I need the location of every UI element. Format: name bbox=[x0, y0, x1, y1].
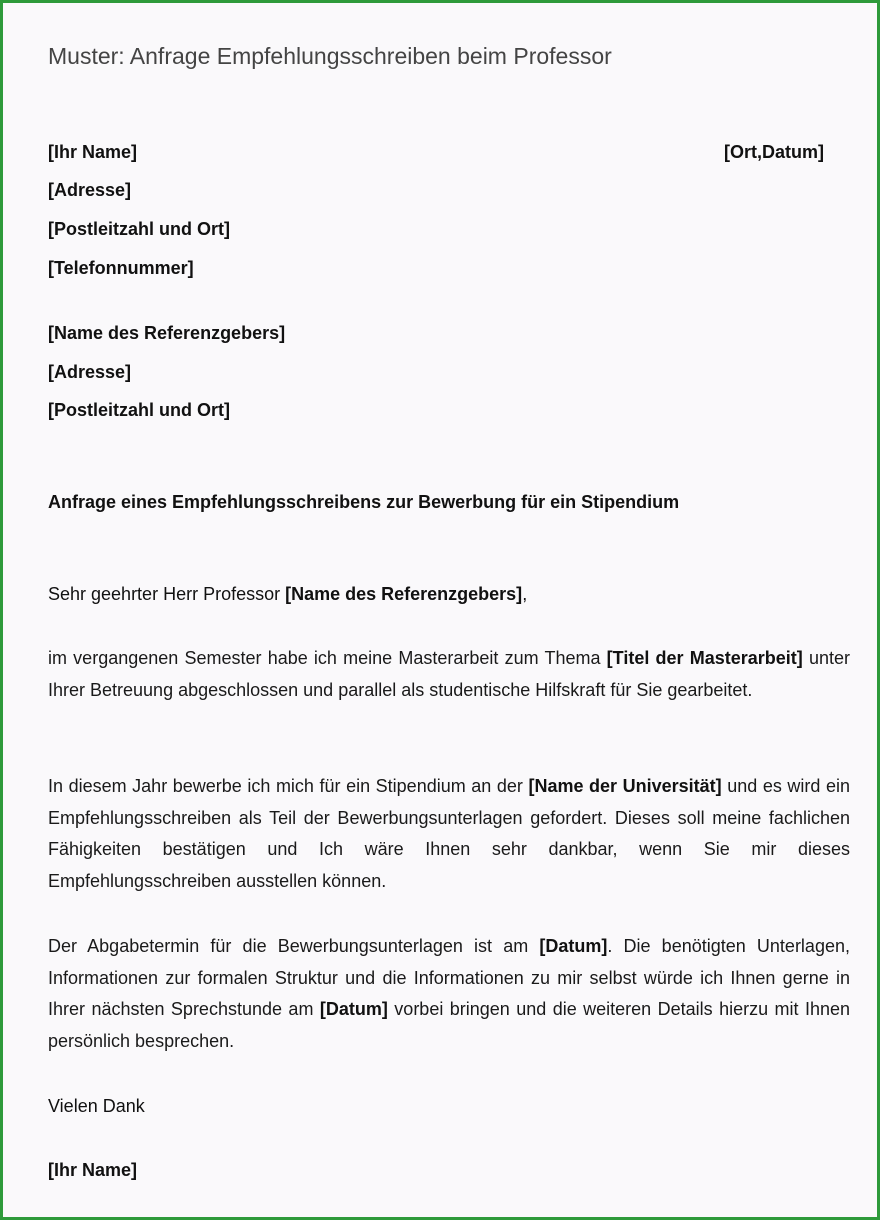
subject-line: Anfrage eines Empfehlungsschreibens zur Bewerbung für ein Stipendium bbox=[48, 492, 680, 512]
paragraph-scholarship bbox=[48, 771, 850, 897]
paragraph-text: im vergangenen Semester habe ich meine Masterarbeit zum Thema bbox=[48, 648, 607, 668]
placeholder-date: [Datum] bbox=[539, 936, 608, 956]
salutation-comma: , bbox=[522, 584, 528, 604]
recipient-postal: [Postleitzahl und Ort] bbox=[48, 400, 230, 420]
paragraph-text: und es wird ein Empfehlungsschreiben als Teil der Bewerbungsunterlagen gefordert. Dieses soll meine fachlichen Fähigkeiten bestätigen und Ich wäre Ihnen sehr dankbar, wenn Sie mir dieses Empfehlungsschreiben ausstellen können. bbox=[48, 776, 851, 891]
sender-phone: [Telefonnummer] bbox=[48, 258, 194, 278]
paragraph-deadline bbox=[48, 931, 850, 1057]
placeholder-date: [Datum] bbox=[319, 999, 388, 1019]
salutation-placeholder: [Name des Referenzgebers] bbox=[285, 584, 523, 604]
place-date: [Ort,Datum] bbox=[724, 142, 824, 162]
placeholder-university: [Name der Universität] bbox=[528, 776, 722, 796]
paragraph-text: . Die benötigten Unterlagen, Informationen zur formalen Struktur und die Informationen zu mir selbst würde ich Ihnen gerne in Ihrer nächsten Sprechstunde am bbox=[48, 936, 850, 1019]
document-title: Muster: Anfrage Empfehlungsschreiben beim Professor bbox=[48, 43, 612, 69]
sender-postal: [Postleitzahl und Ort] bbox=[48, 219, 230, 239]
paragraph-text: unter Ihrer Betreuung abgeschlossen und parallel als studentische Hilfskraft für Sie gearbeitet. bbox=[48, 648, 851, 700]
sender-address: [Adresse] bbox=[48, 180, 132, 200]
closing: Vielen Dank bbox=[48, 1096, 145, 1116]
salutation bbox=[48, 584, 527, 605]
placeholder-thesis-title: [Titel der Masterarbeit] bbox=[606, 648, 803, 668]
paragraph-text: Der Abgabetermin für die Bewerbungsunterlagen ist am bbox=[48, 936, 540, 956]
recipient-address: [Adresse] bbox=[48, 362, 132, 382]
signature: [Ihr Name] bbox=[48, 1160, 138, 1180]
sender-name: [Ihr Name] bbox=[48, 142, 138, 162]
paragraph-thesis bbox=[48, 643, 850, 706]
salutation-text: Sehr geehrter Herr Professor bbox=[48, 584, 286, 604]
paragraph-text: In diesem Jahr bewerbe ich mich für ein Stipendium an der bbox=[48, 776, 529, 796]
paragraph-text: vorbei bringen und die weiteren Details hierzu mit Ihnen persönlich besprechen. bbox=[48, 999, 850, 1051]
recipient-name: [Name des Referenzgebers] bbox=[48, 323, 286, 343]
